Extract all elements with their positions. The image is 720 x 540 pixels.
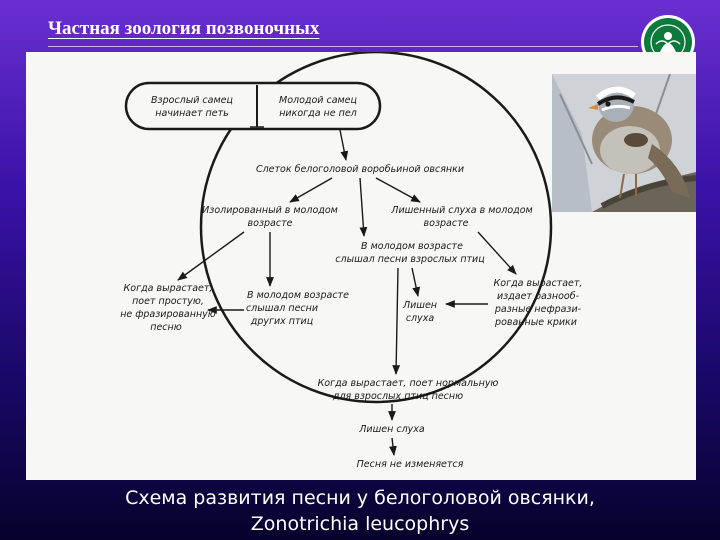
node-noises-line1: Когда вырастает,: [493, 278, 583, 289]
slide-title: Частная зоология позвоночных: [48, 18, 320, 39]
node-deaf-young-line2: возрасте: [423, 218, 469, 229]
arrow-deafened-to-unchanged: [392, 438, 394, 455]
node-heard-others-line2: слышал песни: [245, 303, 319, 314]
caption-line1: Схема развития песни у белоголовой овсянки,: [125, 487, 595, 509]
node-isolated-line1: Изолированный в молодом: [202, 205, 338, 216]
node-simple-song-line4: песню: [150, 322, 182, 333]
title-underline: [48, 46, 638, 47]
node-noises-line3: разные нефрази-: [494, 304, 582, 315]
node-adult-male-line1: Взрослый самец: [151, 95, 233, 106]
node-deprived-line2: слуха: [405, 313, 435, 324]
node-simple-song-line1: Когда вырастает,: [123, 283, 213, 294]
arrow-deaf-young-to-noises: [478, 232, 516, 274]
arrow-fledgling-to-isolated: [290, 178, 332, 202]
node-deafened: Лишен слуха: [359, 424, 425, 435]
node-normal-song-line1: Когда вырастает, поет нормальную: [317, 378, 499, 389]
arrow-isolated-to-simple-song: [178, 232, 244, 280]
node-noises-line2: издает разнооб-: [496, 291, 580, 302]
node-fledgling: Слеток белоголовой воробьиной овсянки: [255, 164, 465, 175]
arrow-capsule-to-fledgling: [340, 130, 346, 160]
white-crowned-sparrow-photo: [552, 74, 696, 212]
node-simple-song-line3: не фразированную: [120, 309, 216, 320]
node-young-male-line2: никогда не пел: [279, 108, 357, 119]
arrow-fledgling-to-heard-adults: [360, 178, 364, 236]
node-deprived-line1: Лишен: [402, 300, 438, 311]
arrow-heard-adults-to-deprived: [412, 268, 418, 296]
node-heard-others-line1: В молодом возрасте: [247, 290, 349, 301]
node-simple-song-line2: поет простую,: [132, 296, 204, 307]
node-heard-others-line3: других птиц: [250, 316, 314, 327]
caption-latin-name: Zonotrichia leucophrys: [250, 513, 470, 535]
node-deaf-young-line1: Лишенный слуха в молодом: [391, 205, 533, 216]
node-isolated-line2: возрасте: [247, 218, 293, 229]
top-capsule: [126, 83, 380, 129]
node-adult-male-line2: начинает петь: [155, 108, 229, 119]
diagram-panel: [26, 52, 696, 480]
node-young-male-line1: Молодой самец: [279, 95, 357, 106]
node-noises-line4: рованные крики: [495, 317, 577, 328]
node-heard-adults-line2: слышал песни взрослых птиц: [335, 254, 485, 265]
node-normal-song-line2: для взрослых птиц песню: [332, 391, 464, 402]
arrow-fledgling-to-deaf: [376, 178, 420, 202]
node-song-unchanged: Песня не изменяется: [356, 459, 464, 470]
node-heard-adults-line1: В молодом возрасте: [361, 241, 463, 252]
arrow-heard-adults-to-normal-song: [396, 268, 398, 374]
